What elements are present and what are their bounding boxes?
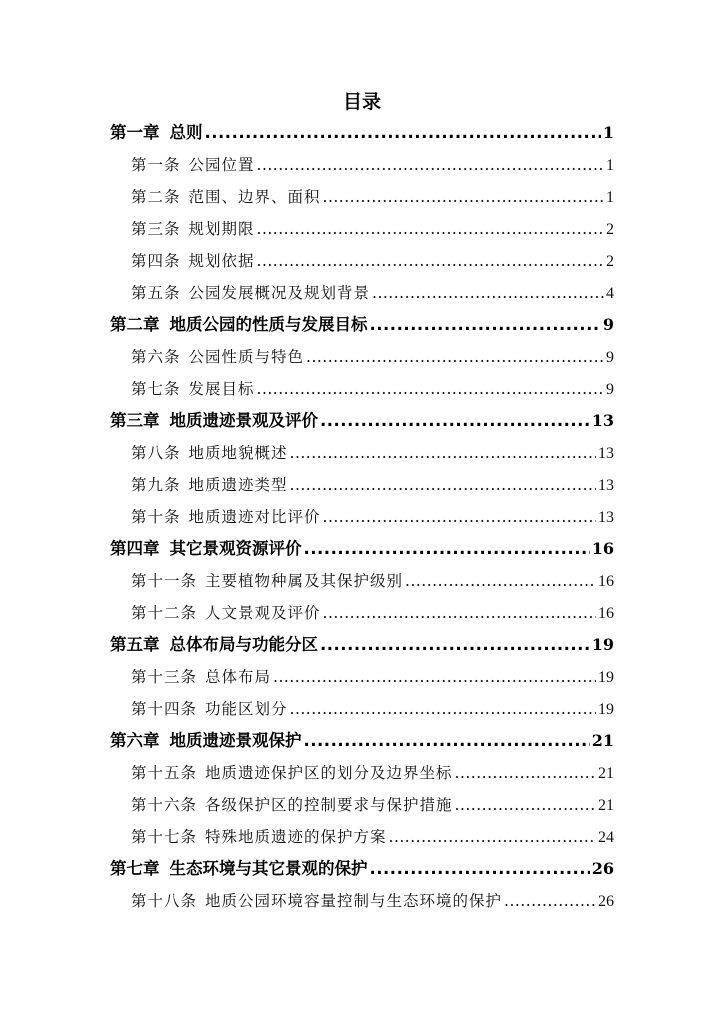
toc-title: 目录 bbox=[342, 91, 381, 113]
entry-number: 第十五条 bbox=[131, 764, 198, 782]
toc-article-entry[interactable] bbox=[110, 469, 614, 501]
toc-chapter-entry[interactable] bbox=[110, 725, 614, 757]
dot-leader bbox=[455, 757, 596, 789]
entry-number: 第五章 bbox=[110, 635, 160, 654]
page-number: 16 bbox=[598, 573, 614, 590]
toc-chapter-entry[interactable] bbox=[110, 853, 614, 885]
dot-leader bbox=[273, 661, 596, 693]
entry-title: 地质遗迹景观保护 bbox=[169, 731, 302, 750]
page-number: 26 bbox=[598, 893, 614, 910]
page-number: 4 bbox=[606, 285, 614, 302]
toc-article-entry[interactable] bbox=[110, 885, 614, 917]
dot-leader bbox=[290, 469, 596, 501]
toc-chapter-entry[interactable] bbox=[110, 533, 614, 565]
dot-leader bbox=[455, 789, 596, 821]
dot-leader bbox=[304, 533, 590, 565]
toc-chapter-entry[interactable] bbox=[110, 117, 614, 149]
toc-article-entry[interactable] bbox=[110, 565, 614, 597]
page-number: 21 bbox=[598, 797, 614, 814]
page-number: 13 bbox=[598, 445, 614, 462]
toc-article-entry[interactable] bbox=[110, 661, 614, 693]
dot-leader bbox=[257, 373, 604, 405]
entry-title: 总体布局 bbox=[205, 668, 272, 686]
page-number: 19 bbox=[591, 635, 614, 654]
dot-leader bbox=[370, 853, 590, 885]
entry-title: 主要植物种属及其保护级别 bbox=[205, 572, 404, 590]
page-number: 1 bbox=[606, 157, 614, 174]
toc-chapter-entry[interactable] bbox=[110, 405, 614, 437]
entry-number: 第一章 bbox=[110, 123, 160, 142]
entry-title: 范围、边界、面积 bbox=[188, 188, 321, 206]
toc-article-entry[interactable] bbox=[110, 821, 614, 853]
dot-leader bbox=[205, 117, 601, 149]
entry-number: 第三章 bbox=[110, 411, 160, 430]
dot-leader bbox=[257, 213, 604, 245]
toc-article-entry[interactable] bbox=[110, 277, 614, 309]
entry-title: 公园性质与特色 bbox=[188, 348, 305, 366]
entry-number: 第十条 bbox=[131, 508, 181, 526]
entry-number: 第十六条 bbox=[131, 796, 198, 814]
page-number: 1 bbox=[602, 123, 614, 142]
entry-number: 第十八条 bbox=[131, 892, 198, 910]
entry-title: 地质遗迹保护区的划分及边界坐标 bbox=[205, 764, 453, 782]
page-number: 13 bbox=[598, 509, 614, 526]
page-number: 1 bbox=[606, 189, 614, 206]
toc-article-entry[interactable] bbox=[110, 501, 614, 533]
entry-number: 第十二条 bbox=[131, 604, 198, 622]
toc-article-entry[interactable] bbox=[110, 437, 614, 469]
dot-leader bbox=[323, 181, 604, 213]
entry-number: 第三条 bbox=[131, 220, 181, 238]
page-number: 19 bbox=[598, 669, 614, 686]
page-number: 24 bbox=[598, 829, 614, 846]
dot-leader bbox=[257, 245, 604, 277]
dot-leader bbox=[504, 885, 596, 917]
dot-leader bbox=[306, 341, 604, 373]
page-number: 9 bbox=[606, 349, 614, 366]
entry-number: 第七章 bbox=[110, 859, 160, 878]
dot-leader bbox=[389, 821, 596, 853]
entry-title: 公园位置 bbox=[188, 156, 255, 174]
dot-leader bbox=[290, 693, 596, 725]
toc-article-entry[interactable] bbox=[110, 693, 614, 725]
entry-number: 第四条 bbox=[131, 252, 181, 270]
entry-title: 规划依据 bbox=[188, 252, 255, 270]
page-number: 2 bbox=[606, 253, 614, 270]
entry-number: 第二章 bbox=[110, 315, 160, 334]
dot-leader bbox=[372, 277, 604, 309]
page-number: 16 bbox=[591, 539, 614, 558]
toc-chapter-entry[interactable] bbox=[110, 309, 614, 341]
entry-number: 第九条 bbox=[131, 476, 181, 494]
entry-number: 第十四条 bbox=[131, 700, 198, 718]
entry-number: 第十七条 bbox=[131, 828, 198, 846]
entry-title: 地质遗迹类型 bbox=[188, 476, 288, 494]
dot-leader bbox=[320, 405, 590, 437]
page-number: 19 bbox=[598, 701, 614, 718]
page-number: 21 bbox=[598, 765, 614, 782]
dot-leader bbox=[370, 309, 601, 341]
page-number: 21 bbox=[591, 731, 614, 750]
entry-number: 第七条 bbox=[131, 380, 181, 398]
entry-number: 第十三条 bbox=[131, 668, 198, 686]
entry-title: 人文景观及评价 bbox=[205, 604, 321, 622]
toc-article-entry[interactable] bbox=[110, 789, 614, 821]
toc-list bbox=[110, 117, 614, 917]
toc-article-entry[interactable] bbox=[110, 149, 614, 181]
entry-title: 公园发展概况及规划背景 bbox=[188, 284, 371, 302]
entry-number: 第一条 bbox=[131, 156, 181, 174]
dot-leader bbox=[320, 629, 590, 661]
entry-title: 生态环境与其它景观的保护 bbox=[169, 859, 368, 878]
entry-title: 总则 bbox=[169, 123, 203, 142]
entry-number: 第十一条 bbox=[131, 572, 198, 590]
toc-article-entry[interactable] bbox=[110, 181, 614, 213]
toc-article-entry[interactable] bbox=[110, 245, 614, 277]
page-number: 16 bbox=[598, 605, 614, 622]
dot-leader bbox=[290, 437, 596, 469]
entry-title: 特殊地质遗迹的保护方案 bbox=[205, 828, 387, 846]
entry-title: 发展目标 bbox=[188, 380, 255, 398]
toc-article-entry[interactable] bbox=[110, 757, 614, 789]
toc-chapter-entry[interactable] bbox=[110, 629, 614, 661]
page-number: 9 bbox=[606, 381, 614, 398]
entry-number: 第六条 bbox=[131, 348, 181, 366]
dot-leader bbox=[304, 725, 590, 757]
dot-leader bbox=[323, 597, 596, 629]
entry-title: 地质遗迹对比评价 bbox=[188, 508, 321, 526]
dot-leader bbox=[405, 565, 596, 597]
entry-title: 总体布局与功能分区 bbox=[169, 635, 318, 654]
toc-article-entry[interactable] bbox=[110, 373, 614, 405]
page-number: 2 bbox=[606, 221, 614, 238]
entry-number: 第二条 bbox=[131, 188, 181, 206]
page-number: 26 bbox=[591, 859, 614, 878]
dot-leader bbox=[323, 501, 596, 533]
entry-number: 第六章 bbox=[110, 731, 160, 750]
entry-number: 第五条 bbox=[131, 284, 181, 302]
entry-title: 地质公园的性质与发展目标 bbox=[169, 315, 368, 334]
entry-title: 规划期限 bbox=[188, 220, 255, 238]
page-number: 13 bbox=[598, 477, 614, 494]
entry-title: 各级保护区的控制要求与保护措施 bbox=[205, 796, 453, 814]
dot-leader bbox=[257, 149, 604, 181]
entry-number: 第八条 bbox=[131, 444, 181, 462]
entry-title: 功能区划分 bbox=[205, 700, 288, 718]
page-number: 9 bbox=[602, 315, 614, 334]
entry-number: 第四章 bbox=[110, 539, 160, 558]
entry-title: 地质地貌概述 bbox=[188, 444, 288, 462]
entry-title: 地质遗迹景观及评价 bbox=[169, 411, 318, 430]
toc-article-entry[interactable] bbox=[110, 341, 614, 373]
entry-title: 其它景观资源评价 bbox=[169, 539, 302, 558]
toc-article-entry[interactable] bbox=[110, 213, 614, 245]
page-number: 13 bbox=[591, 411, 614, 430]
toc-article-entry[interactable] bbox=[110, 597, 614, 629]
entry-title: 地质公园环境容量控制与生态环境的保护 bbox=[205, 892, 503, 910]
